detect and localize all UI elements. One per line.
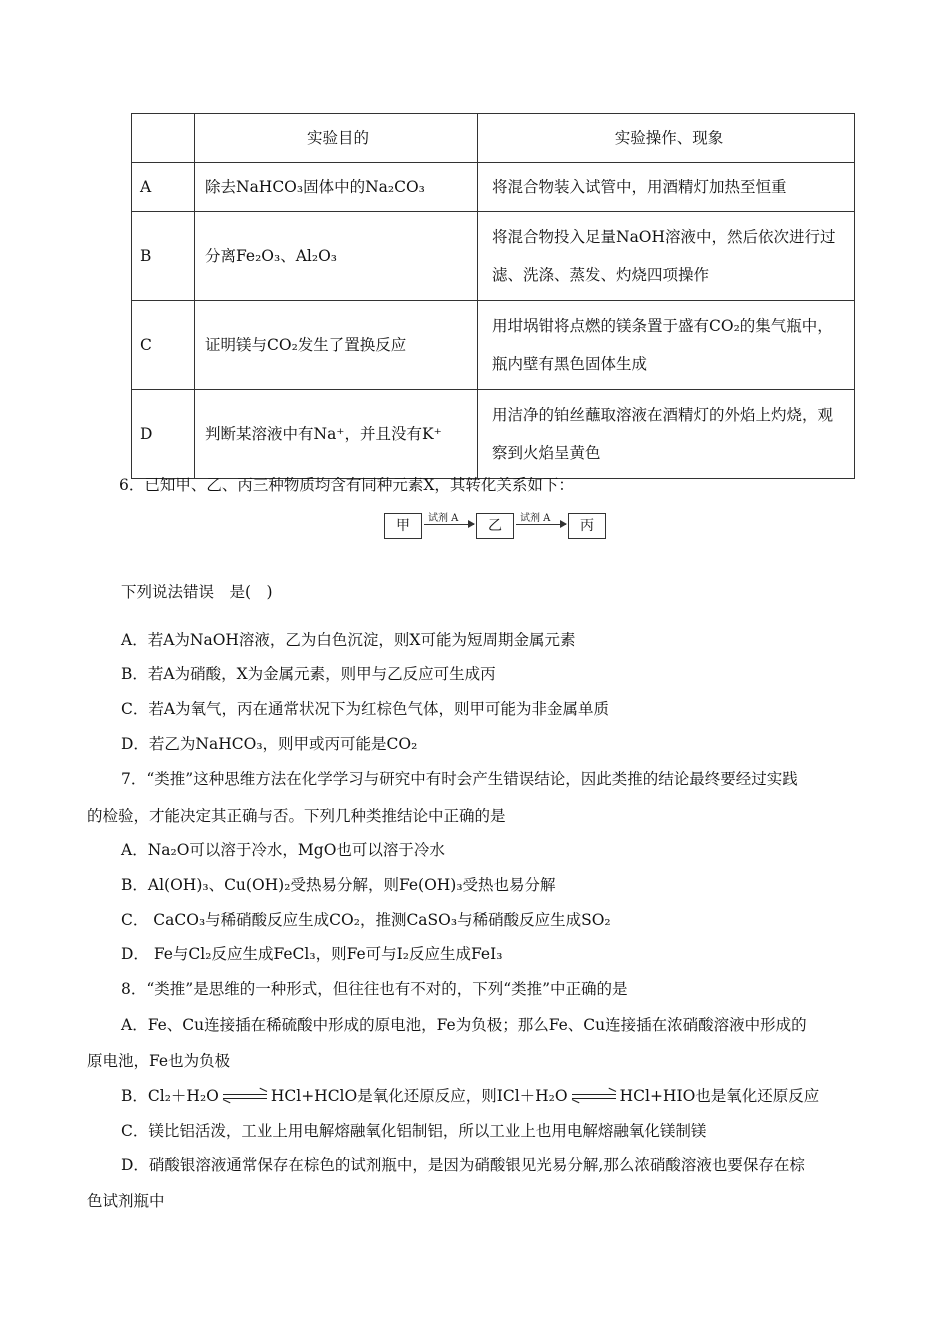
row-label: C — [132, 301, 195, 390]
table-row — [132, 163, 855, 212]
question-8-option-b — [121, 1084, 819, 1106]
reagent-label: 试剂 A — [428, 513, 459, 524]
table-header-row — [132, 114, 855, 163]
row-purpose: 除去NaHCO₃固体中的Na₂CO₃ — [195, 163, 478, 212]
row-operation: 将混合物投入足量NaOH溶液中，然后依次进行过滤、洗涤、蒸发、灼烧四项操作 — [478, 212, 855, 301]
question-7-stem-cont: 的检验，才能决定其正确与否。下列几种类推结论中正确的是 — [87, 807, 506, 825]
question-6-stem: 6．已知甲、乙、丙三种物质均含有同种元素X，其转化关系如下： — [119, 476, 574, 494]
row-purpose: 分离Fe₂O₃、Al₂O₃ — [195, 212, 478, 301]
row-operation: 将混合物装入试管中，用酒精灯加热至恒重 — [478, 163, 855, 212]
row-purpose: 证明镁与CO₂发生了置换反应 — [195, 301, 478, 390]
table-header-purpose: 实验目的 — [195, 114, 478, 163]
row-label: A — [132, 163, 195, 212]
arrow — [516, 513, 566, 525]
question-6-prompt: 下列说法错误 是( ) — [121, 583, 273, 601]
option-b-part2: HCl+HClO是氧化还原反应，则ICl＋H₂O — [270, 1087, 568, 1105]
row-operation: 用坩埚钳将点燃的镁条置于盛有CO₂的集气瓶中，瓶内壁有黑色固体生成 — [478, 301, 855, 390]
row-label: D — [132, 390, 195, 479]
question-6-option-d: D．若乙为NaHCO₃，则甲或丙可能是CO₂ — [121, 735, 418, 753]
arrow — [424, 513, 474, 525]
table-header-operation: 实验操作、现象 — [478, 114, 855, 163]
row-purpose: 判断某溶液中有Na⁺，并且没有K⁺ — [195, 390, 478, 479]
question-7-option-c: C． CaCO₃与稀硝酸反应生成CO₂，推测CaSO₃与稀硝酸反应生成SO₂ — [121, 911, 611, 929]
reversible-arrow-icon — [223, 1092, 267, 1102]
row-operation: 用洁净的铂丝蘸取溶液在酒精灯的外焰上灼烧，观察到火焰呈黄色 — [478, 390, 855, 479]
conversion-diagram — [384, 510, 604, 540]
table-row — [132, 212, 855, 301]
question-8-option-a: A．Fe、Cu连接插在稀硫酸中形成的原电池，Fe为负极；那么Fe、Cu连接插在浓硝酸溶液中形成的 — [121, 1016, 807, 1034]
node-yi: 乙 — [476, 513, 514, 539]
question-7-stem: 7．“类推”这种思维方法在化学学习与研究中有时会产生错误结论，因此类推的结论最终要经过实践 — [121, 770, 798, 788]
option-b-part1: B．Cl₂＋H₂O — [121, 1087, 219, 1105]
question-7-option-a: A．Na₂O可以溶于冷水，MgO也可以溶于冷水 — [121, 841, 445, 859]
reagent-label: 试剂 A — [520, 513, 551, 524]
question-8-option-a-cont: 原电池，Fe也为负极 — [87, 1052, 231, 1070]
node-bing: 丙 — [568, 513, 606, 539]
question-7-option-b: B．Al(OH)₃、Cu(OH)₂受热易分解，则Fe(OH)₃受热也易分解 — [121, 876, 556, 894]
table-row — [132, 301, 855, 390]
question-6-option-a: A．若A为NaOH溶液，乙为白色沉淀，则X可能为短周期金属元素 — [121, 631, 576, 649]
question-7-option-d: D． Fe与Cl₂反应生成FeCl₃，则Fe可与I₂反应生成FeI₃ — [121, 945, 503, 963]
reversible-arrow-icon — [572, 1092, 616, 1102]
table-row — [132, 390, 855, 479]
question-6-option-c: C．若A为氧气，丙在通常状况下为红棕色气体，则甲可能为非金属单质 — [121, 700, 610, 718]
question-8-option-c: C．镁比铝活泼，工业上用电解熔融氧化铝制铝，所以工业上也用电解熔融氧化镁制镁 — [121, 1122, 707, 1140]
question-8-option-d-cont: 色试剂瓶中 — [87, 1192, 165, 1210]
experiment-table — [131, 113, 855, 479]
table-header-cell — [132, 114, 195, 163]
row-label: B — [132, 212, 195, 301]
option-b-part3: HCl+HIO也是氧化还原反应 — [619, 1087, 820, 1105]
question-6-option-b: B．若A为硝酸，X为金属元素，则甲与乙反应可生成丙 — [121, 665, 496, 683]
node-jia: 甲 — [384, 513, 422, 539]
question-8-stem: 8．“类推”是思维的一种形式，但往往也有不对的，下列“类推”中正确的是 — [121, 980, 628, 998]
question-8-option-d: D．硝酸银溶液通常保存在棕色的试剂瓶中，是因为硝酸银见光易分解,那么浓硝酸溶液也要保存在棕 — [121, 1156, 805, 1174]
